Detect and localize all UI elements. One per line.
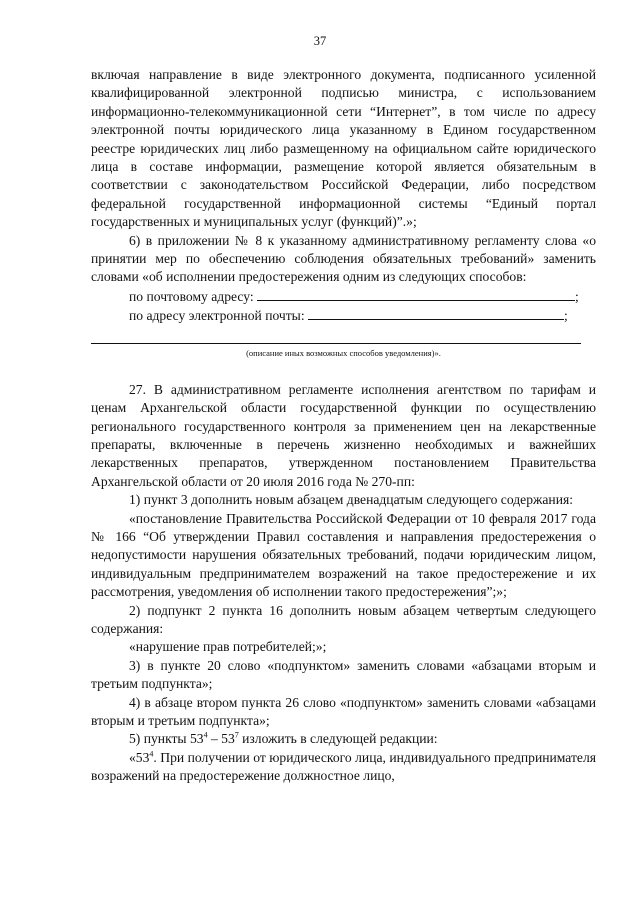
paragraph-item-6: 6) в приложении № 8 к указанному административному регламенту слова «о принятии мер по обеспечению соблюдения обязательных требований» заменить словами «об исполнении предостережения одним из следующих способов: bbox=[91, 232, 596, 285]
superscript: 7 bbox=[234, 730, 239, 740]
email-address-blank bbox=[308, 306, 564, 320]
postal-address-label: по почтовому адресу: bbox=[129, 288, 254, 304]
superscript: 4 bbox=[203, 730, 208, 740]
line-terminator: ; bbox=[575, 288, 579, 304]
paragraph-item-3: 3) в пункте 20 слово «подпунктом» заменить словами «абзацами вторым и третьим подпункта»; bbox=[91, 657, 596, 692]
paragraph-item-2: 2) подпункт 2 пункта 16 дополнить новым абзацем четвертым следующего содержания: bbox=[91, 602, 596, 636]
superscript: 4 bbox=[149, 749, 154, 759]
spacer bbox=[91, 359, 596, 381]
paragraph-item-5 bbox=[91, 730, 596, 748]
paragraph-item-4: 4) в абзаце втором пункта 26 слово «подпунктом» заменить словами «абзацами вторым и третьим подпункта»; bbox=[91, 694, 596, 728]
paragraph-item-1: 1) пункт 3 дополнить новым абзацем двенадцатым следующего содержания: bbox=[129, 492, 573, 508]
item-5-text: 5) пункты 53 bbox=[129, 731, 204, 747]
blank-caption: (описание иных возможных способов уведомления)». bbox=[246, 347, 441, 358]
email-address-label: по адресу электронной почты: bbox=[129, 308, 305, 324]
page-number: 37 bbox=[313, 34, 327, 48]
email-address-line bbox=[129, 306, 596, 325]
document-body bbox=[91, 66, 596, 786]
quote-consumer-rights: «нарушение прав потребителей;»; bbox=[129, 639, 327, 655]
item-5-text: – 53 bbox=[207, 731, 235, 747]
paragraph-continuation: включая направление в виде электронного документа, подписанного усиленной квалифицированной электронной подписью министра, с использованием информационно-телекоммуникационной сети “Интернет”, в том числе по адресу электронной почты юридического лица указанному в Едином государственном реестре юридических лиц либо размещенному на официальном сайте юридического лица в составе информации, размещение которой является обязательным в соответствии с законодательством Российской Федерации, либо посредством федеральной государственной информационной системы “Единый портал государственных и муниципальных услуг (функций)”.»; bbox=[91, 67, 596, 230]
paragraph-27: 27. В административном регламенте исполнения агентством по тарифам и ценам Архангельской области государственной функции по осуществлению регионального государственного контроля за применением цен на лекарственные препараты, включенные в перечень жизненно необходимых и важнейших лекарственных препаратов, утвержденном постановлением Правительства Архангельской области от 20 июля 2016 года № 270-пп: bbox=[91, 381, 596, 489]
paragraph-53-4 bbox=[91, 749, 596, 786]
postal-address-blank bbox=[257, 287, 575, 301]
point-53-text: «53 bbox=[129, 749, 150, 765]
item-5-text: изложить в следующей редакции: bbox=[238, 731, 438, 747]
point-53-text: . При получении от юридического лица, индивидуального предпринимателя возражений на предостережение должностное лицо, bbox=[91, 749, 596, 784]
quote-resolution-166: «постановление Правительства Российской Федерации от 10 февраля 2017 года № 166 “Об утверждении Правил составления и направления предостережения о недопустимости нарушения обязательных требований, подачи юридическим лицом, индивидуальным предпринимателем возражений на такое предостережение и их рассмотрения, уведомления об исполнении такого предостережения”;»; bbox=[91, 510, 596, 600]
postal-address-line bbox=[129, 287, 596, 306]
line-terminator: ; bbox=[564, 308, 568, 324]
other-methods-blank bbox=[91, 326, 581, 344]
